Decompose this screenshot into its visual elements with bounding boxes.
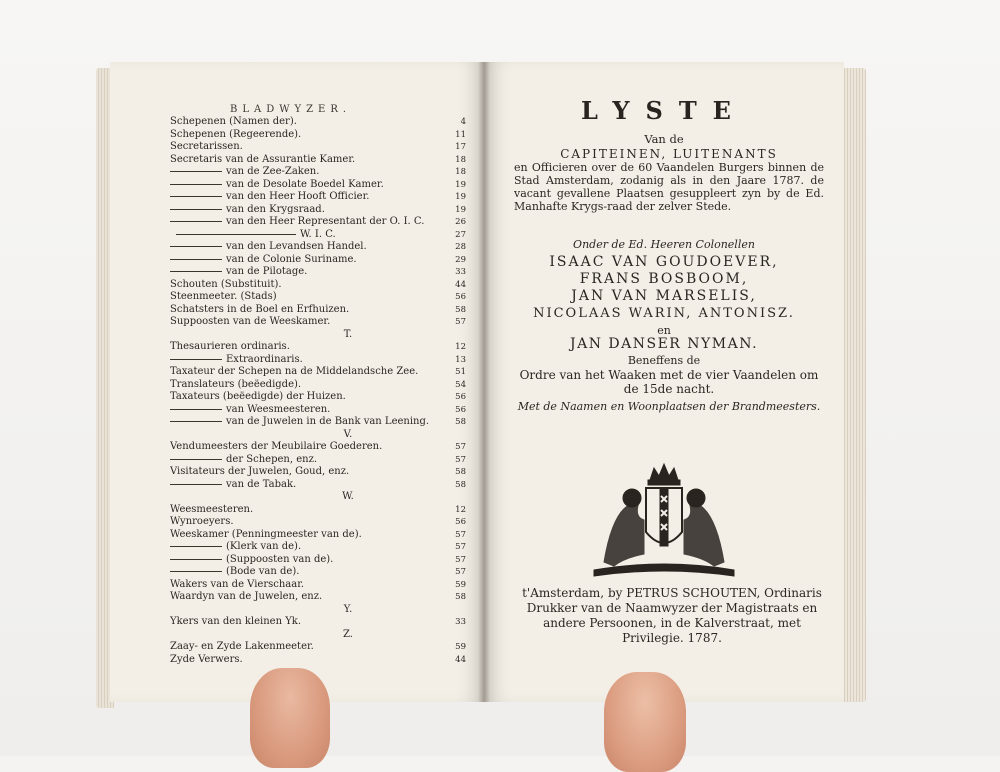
index-entry	[170, 416, 466, 429]
subtitle-van-de: Van de	[644, 132, 684, 146]
index-page-number: 57	[455, 567, 466, 577]
index-letter-heading	[170, 329, 466, 342]
index-entry	[170, 241, 466, 254]
index-page-number: 18	[455, 154, 466, 165]
index-entry	[170, 291, 466, 304]
index-page-number: 58	[455, 304, 466, 315]
index-entry-label: (Bode van de).	[226, 566, 300, 577]
index-entry-text	[170, 291, 446, 304]
index-entry-text	[170, 354, 446, 367]
index-entry-text	[170, 454, 446, 467]
index-entry-label: Secretaris van de Assurantie Kamer.	[170, 153, 356, 165]
index-entry-label: Taxateurs (beëedigde) der Huizen.	[170, 391, 346, 402]
left-page	[110, 62, 484, 702]
index-entry-label: van de Pilotage.	[226, 266, 308, 277]
index-page-number: 17	[455, 142, 466, 152]
index-entry-text	[170, 654, 446, 667]
index-entry-text	[170, 316, 446, 329]
index-entry-label: der Schepen, enz.	[226, 453, 318, 465]
ditto-rule	[170, 459, 222, 460]
body-text: en Officieren over de 60 Vaandelen Burgers binnen de Stad Amsterdam, zodanig als in den Jaare 1787. de vacant gevallene Plaatsen gesuppleert zyn by de Ed. Manhafte Krygs-raad der zelver Stede.	[514, 161, 824, 213]
watch-order-text: Ordre van het Waaken met de vier Vaandelen om de 15de nacht.	[519, 368, 819, 396]
index-entry-text	[170, 529, 446, 542]
index-entry	[170, 466, 466, 479]
index-entry-text	[283, 629, 353, 642]
index-entry-text	[170, 366, 446, 379]
index-entry-label: Waardyn van de Juwelen, enz.	[170, 591, 323, 602]
index-entry-label: van de Colonie Suriname.	[226, 253, 357, 265]
index-entry-label: Y.	[343, 603, 353, 615]
index-page-number: 44	[455, 654, 466, 665]
index-entry-label: Wynroeyers.	[170, 516, 234, 527]
index-entry	[170, 616, 466, 629]
index-entry-label: Taxateur der Schepen na de Middelandsche Zee.	[170, 366, 419, 377]
index-entry-text	[170, 254, 446, 267]
index-page-number: 57	[455, 442, 466, 452]
index-entry-text	[170, 241, 446, 254]
index-page-number: 11	[455, 129, 466, 140]
index-entry-label: Schepenen (Namen der).	[170, 116, 297, 127]
amsterdam-coat-of-arms-icon	[584, 462, 744, 582]
ditto-rule	[170, 559, 222, 560]
index-entry	[170, 529, 466, 542]
colonel-name: FRANS BOSBOOM,	[579, 271, 749, 287]
index-page-number: 58	[455, 479, 466, 490]
index-page-number: 28	[455, 242, 466, 252]
right-page	[484, 62, 844, 702]
and-word: en	[657, 324, 671, 337]
index-entry-label: van de Tabak.	[226, 478, 297, 490]
index-entry-label: Visitateurs der Juwelen, Goud, enz.	[170, 466, 350, 477]
index-page-number: 57	[455, 529, 466, 540]
index-page-number: 58	[455, 417, 466, 427]
index-entry-text	[170, 129, 446, 142]
index-entry-label: Secretarissen.	[170, 141, 243, 152]
ditto-rule	[170, 246, 222, 247]
index-entry	[170, 266, 466, 279]
ditto-rule	[170, 484, 222, 485]
ditto-rule	[170, 184, 222, 185]
index-page-number: 58	[455, 592, 466, 602]
index-page-number: 18	[455, 167, 466, 177]
index-entry-label: van de Desolate Boedel Kamer.	[226, 178, 384, 190]
index-page-number: 12	[455, 342, 466, 352]
index-entry-text	[170, 204, 446, 217]
index-page-number: 13	[455, 354, 466, 365]
index-entry	[170, 591, 466, 604]
firemasters-text: Met de Naamen en Woonplaatsen der Brandmeesters.	[517, 400, 821, 413]
index-entry-text	[170, 616, 446, 629]
index-entry-label: Thesaurieren ordinaris.	[170, 341, 290, 352]
ditto-rule	[176, 234, 296, 235]
index-entry-label: Z.	[343, 628, 353, 640]
index-entry-text	[170, 566, 446, 579]
index-entry-label: Translateurs (beëedigde).	[170, 378, 302, 390]
index-entry-label: van Weesmeesteren.	[226, 403, 331, 415]
ditto-rule	[170, 221, 222, 222]
index-entry	[170, 116, 466, 129]
index-entry	[170, 354, 466, 367]
index-entry	[170, 316, 466, 329]
index-page-number: 59	[455, 642, 466, 652]
index-entry-label: Extraordinaris.	[226, 353, 303, 365]
index-entry-label: Ykers van den kleinen Yk.	[170, 616, 302, 627]
index-page-number: 33	[455, 267, 466, 277]
index-letter-heading	[170, 491, 466, 504]
index-entry-label: van den Heer Representant der O. I. C.	[226, 216, 425, 227]
colonel-name: NICOLAAS WARIN, ANTONISZ.	[533, 306, 795, 321]
index-page-number: 58	[455, 467, 466, 477]
ditto-rule	[170, 409, 222, 410]
index-entry-text	[170, 641, 446, 654]
index-entry	[170, 279, 466, 292]
index-entry	[170, 154, 466, 167]
index-page-number: 57	[455, 554, 466, 565]
index-entry-text	[170, 541, 446, 554]
index-entry-text	[170, 504, 446, 517]
index-entry	[170, 566, 466, 579]
index-entry-text	[170, 466, 446, 479]
index-entry-label: van de Zee-Zaken.	[226, 166, 320, 177]
index-page-number: 56	[455, 404, 466, 415]
index-entry-text	[170, 404, 446, 417]
index-entry-text	[170, 154, 446, 167]
index-entry	[170, 254, 466, 267]
index-entry-label: Steenmeeter. (Stads)	[170, 291, 277, 302]
index-entry-text	[170, 479, 446, 492]
index-entry-text	[170, 391, 446, 404]
index-entry-label: Suppoosten van de Weeskamer.	[170, 316, 331, 327]
index-header: BLADWYZER.	[230, 104, 352, 115]
index-entry-text	[170, 216, 446, 229]
index-entry-text	[170, 516, 446, 529]
colonel-name: ISAAC VAN GOUDOEVER,	[549, 254, 779, 270]
index-entry	[170, 391, 466, 404]
index-entry	[170, 654, 466, 667]
index-entry	[170, 516, 466, 529]
index-page-number: 26	[455, 217, 466, 227]
index-entry-label: Wakers van de Vierschaar.	[170, 578, 305, 590]
index-letter-heading	[170, 629, 466, 642]
index-entry	[170, 366, 466, 379]
index-entry-label: Schouten (Substituit).	[170, 278, 282, 290]
right-thumb	[604, 672, 686, 772]
index-entry-text	[170, 591, 446, 604]
index-entry	[170, 441, 466, 454]
index-letter-heading	[170, 429, 466, 442]
open-book	[96, 58, 866, 708]
index-entry-label: V.	[343, 428, 353, 440]
ditto-rule	[170, 546, 222, 547]
colonel-name: JAN VAN MARSELIS,	[571, 288, 757, 304]
index-page-number: 33	[455, 617, 466, 627]
index-entry	[170, 216, 466, 229]
index-page-number: 56	[455, 292, 466, 302]
index-entry-label: Zyde Verwers.	[170, 653, 243, 665]
index-entry-text	[170, 179, 446, 192]
index-entry-label: (Klerk van de).	[226, 541, 302, 552]
index-letter-heading	[170, 604, 466, 617]
index-page-number: 44	[455, 279, 466, 290]
index-entry-text	[282, 491, 354, 504]
index-entry	[170, 504, 466, 517]
ditto-rule	[170, 571, 222, 572]
index-page-number: 54	[455, 379, 466, 390]
ditto-rule	[170, 271, 222, 272]
index-entry-label: Zaay- en Zyde Lakenmeeter.	[170, 641, 314, 652]
index-entry-label: van den Levandsen Handel.	[226, 241, 367, 252]
index-entry	[170, 129, 466, 142]
index-page-number: 12	[455, 504, 466, 515]
index-entry-text	[170, 279, 446, 292]
index-entry	[170, 579, 466, 592]
index-page-number: 51	[455, 367, 466, 377]
index-entry-text	[170, 579, 446, 592]
index-page-number: 57	[455, 542, 466, 552]
index-entry-label: W. I. C.	[300, 228, 336, 240]
index-page-number: 27	[455, 229, 466, 240]
index-page-number: 19	[455, 192, 466, 202]
index-entry-text	[170, 554, 446, 567]
index-entry-text	[284, 329, 352, 342]
index-entry	[170, 541, 466, 554]
index-entry-text	[170, 191, 446, 204]
index-entry	[170, 229, 466, 242]
index-entry	[170, 404, 466, 417]
index-entry-label: W.	[342, 491, 354, 502]
index-page-number: 4	[460, 117, 466, 127]
index-entry	[170, 454, 466, 467]
index-entry	[170, 141, 466, 154]
caps-line: CAPITEINEN, LUITENANTS	[560, 147, 778, 161]
index-entry	[170, 166, 466, 179]
index-entry-text	[170, 341, 446, 354]
index-entry	[170, 179, 466, 192]
imprint-text: t'Amsterdam, by PETRUS SCHOUTEN, Ordinaris Drukker van de Naamwyzer der Magistraats en andere Persoonen, in de Kalverstraat, met Privilegie. 1787.	[522, 586, 822, 645]
index-entry-label: van de Juwelen in de Bank van Leening.	[226, 416, 430, 427]
index-entry-text	[170, 379, 446, 392]
index-entry	[170, 379, 466, 392]
index-entry-label: Weeskamer (Penningmeester van de).	[170, 528, 362, 540]
index-entry-label: van den Krygsraad.	[226, 203, 325, 215]
ditto-rule	[170, 259, 222, 260]
page-stack-right	[844, 68, 866, 702]
index-entry	[170, 204, 466, 217]
index-entry-text	[170, 441, 446, 454]
index-entry-label: Schatsters in de Boel en Erfhuizen.	[170, 303, 350, 315]
index-list	[170, 116, 466, 666]
index-entry-label: Schepenen (Regeerende).	[170, 128, 302, 140]
index-entry-label: (Suppoosten van de).	[226, 553, 334, 565]
index-page-number: 56	[455, 392, 466, 402]
index-entry	[170, 554, 466, 567]
index-entry	[170, 304, 466, 317]
index-entry-label: Vendumeesters der Meubilaire Goederen.	[170, 441, 383, 452]
index-entry-text	[170, 416, 446, 429]
index-page-number: 29	[455, 254, 466, 265]
index-entry-text	[170, 141, 446, 154]
book-gutter	[478, 62, 490, 702]
index-entry-text	[170, 266, 446, 279]
left-thumb	[250, 668, 330, 768]
index-entry-label: van den Heer Hooft Officier.	[226, 191, 370, 202]
page-title: LYSTE	[581, 96, 747, 125]
index-entry	[170, 479, 466, 492]
ditto-rule	[170, 359, 222, 360]
index-entry	[170, 341, 466, 354]
index-entry-label: T.	[343, 328, 353, 340]
colonels-heading: Onder de Ed. Heeren Colonellen	[573, 238, 755, 251]
index-entry	[170, 641, 466, 654]
index-entry-text	[170, 166, 446, 179]
index-entry-text	[170, 229, 446, 242]
index-page-number: 19	[455, 204, 466, 215]
index-entry-text	[284, 429, 353, 442]
benevens-line: Beneffens de	[627, 354, 701, 367]
index-entry-text	[284, 604, 353, 617]
index-entry-text	[170, 304, 446, 317]
ditto-rule	[170, 196, 222, 197]
ditto-rule	[170, 209, 222, 210]
index-page-number: 59	[455, 579, 466, 590]
title-body	[514, 148, 824, 213]
index-page-number: 57	[455, 454, 466, 465]
index-page-number: 57	[455, 317, 466, 327]
index-page-number: 56	[455, 517, 466, 527]
ditto-rule	[170, 171, 222, 172]
index-entry	[170, 191, 466, 204]
index-page-number: 19	[455, 179, 466, 190]
index-entry-label: Weesmeesteren.	[170, 503, 254, 515]
ditto-rule	[170, 421, 222, 422]
colonel-name-last: JAN DANSER NYMAN.	[569, 336, 759, 352]
index-entry-text	[170, 116, 446, 129]
